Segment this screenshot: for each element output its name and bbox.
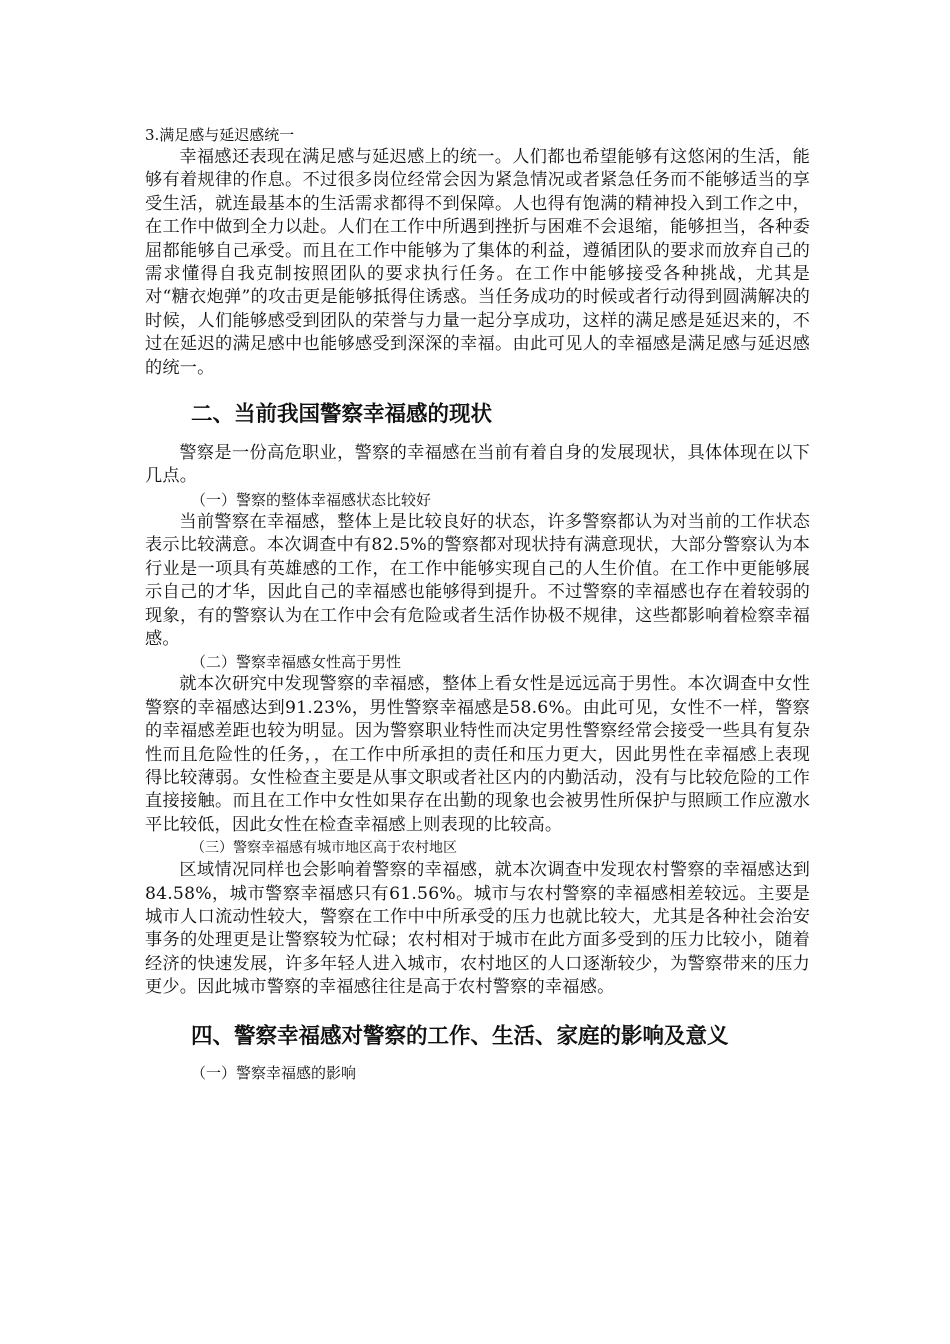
subsection-title: （一）警察幸福感的影响 — [191, 1063, 357, 1082]
chapter-intro: 警察是一份高危职业，警察的幸福感在当前有着自身的发展现状，具体体现在以下几点。 — [145, 443, 810, 487]
subsection-paragraph: 当前警察在幸福感，整体上是比较良好的状态，许多警察都认为对当前的工作状态表示比较满意。本次调查中有82.5%的警察都对现状持有满意现状，大部分警察认为本行业是一项具有英雄感的工作，在工作中能够实现自己的人生价值。在工作中更能够展示自己的才华，因此自己的幸福感也能够得到提升。不过警察的幸福感也存在着较弱的现象，有的警察认为在工作中会有危险或者生活作协极不规律，这些都影响着检察幸福感。 — [145, 511, 810, 649]
chapter-heading: 四、警察幸福感对警察的工作、生活、家庭的影响及意义 — [191, 1023, 729, 1049]
subsection-paragraph: 区域情况同样也会影响着警察的幸福感，就本次调查中发现农村警察的幸福感达到84.58%，城市警察幸福感只有61.56%。城市与农村警察的幸福感相差较远。主要是城市人口流动性较大，警察在工作中中所承受的压力也就比较大，尤其是各种社会治安事务的处理更是让警察较为忙碌；农村相对于城市在此方面多受到的压力比较小，随着经济的快速发展，许多年轻人进入城市，农村地区的人口逐渐较少，为警察带来的压力更少。因此城市警察的幸福感往往是高于农村警察的幸福感。 — [145, 860, 810, 998]
subsection-title: （一）警察的整体幸福感状态比较好 — [191, 490, 432, 509]
document-page — [145, 124, 810, 1084]
subsection-paragraph: 就本次研究中发现警察的幸福感，整体上看女性是远远高于男性。本次调查中女性警察的幸福感达到91.23%，男性警察幸福感是58.6%。由此可见，女性不一样，警察的幸福感差距也较为明显。因为警察职业特性而决定男性警察经常会接受一些具有复杂性而且危险性的任务，，在工作中所承担的责任和压力更大，因此男性在幸福感上表现得比较薄弱。女性检查主要是从事文职或者社区内的内勤活动，没有与比较危险的工作直接接触。而且在工作中女性如果存在出勤的现象也会被男性所保护与照顾工作应激水平比较低，因此女性在检查幸福感上则表现的比较高。 — [145, 674, 810, 835]
section-paragraph: 幸福感还表现在满足感与延迟感上的统一。人们都也希望能够有这悠闲的生活，能够有着规律的作息。不过很多岗位经常会因为紧急情况或者紧急任务而不能够适当的享受生活，就连最基本的生活需求都得不到保障。人也得有饱满的精神投入到工作之中，在工作中做到全力以赴。人们在工作中所遇到挫折与困难不会退缩，能够担当，各种委屈都能够自己承受。而且在工作中能够为了集体的利益，遵循团队的要求而放弃自己的需求懂得自我克制按照团队的要求执行任务。在工作中能够接受各种挑战，尤其是对“糖衣炮弹”的攻击更是能够抵得住诱惑。当任务成功的时候或者行动得到圆满解决的时候，人们能够感受到团队的荣誉与力量一起分享成功，这样的满足感是延迟来的，不过在延迟的满足感中也能够感受到深深的幸福。由此可见人的幸福感是满足感与延迟感的统一。 — [145, 147, 810, 378]
subsection-title: （二）警察幸福感女性高于男性 — [191, 653, 402, 672]
chapter-heading: 二、当前我国警察幸福感的现状 — [191, 402, 493, 428]
subsection-title: （三）警察幸福感有城市地区高于农村地区 — [191, 840, 457, 857]
section-subtitle: 3.满足感与延迟感统一 — [145, 126, 295, 144]
